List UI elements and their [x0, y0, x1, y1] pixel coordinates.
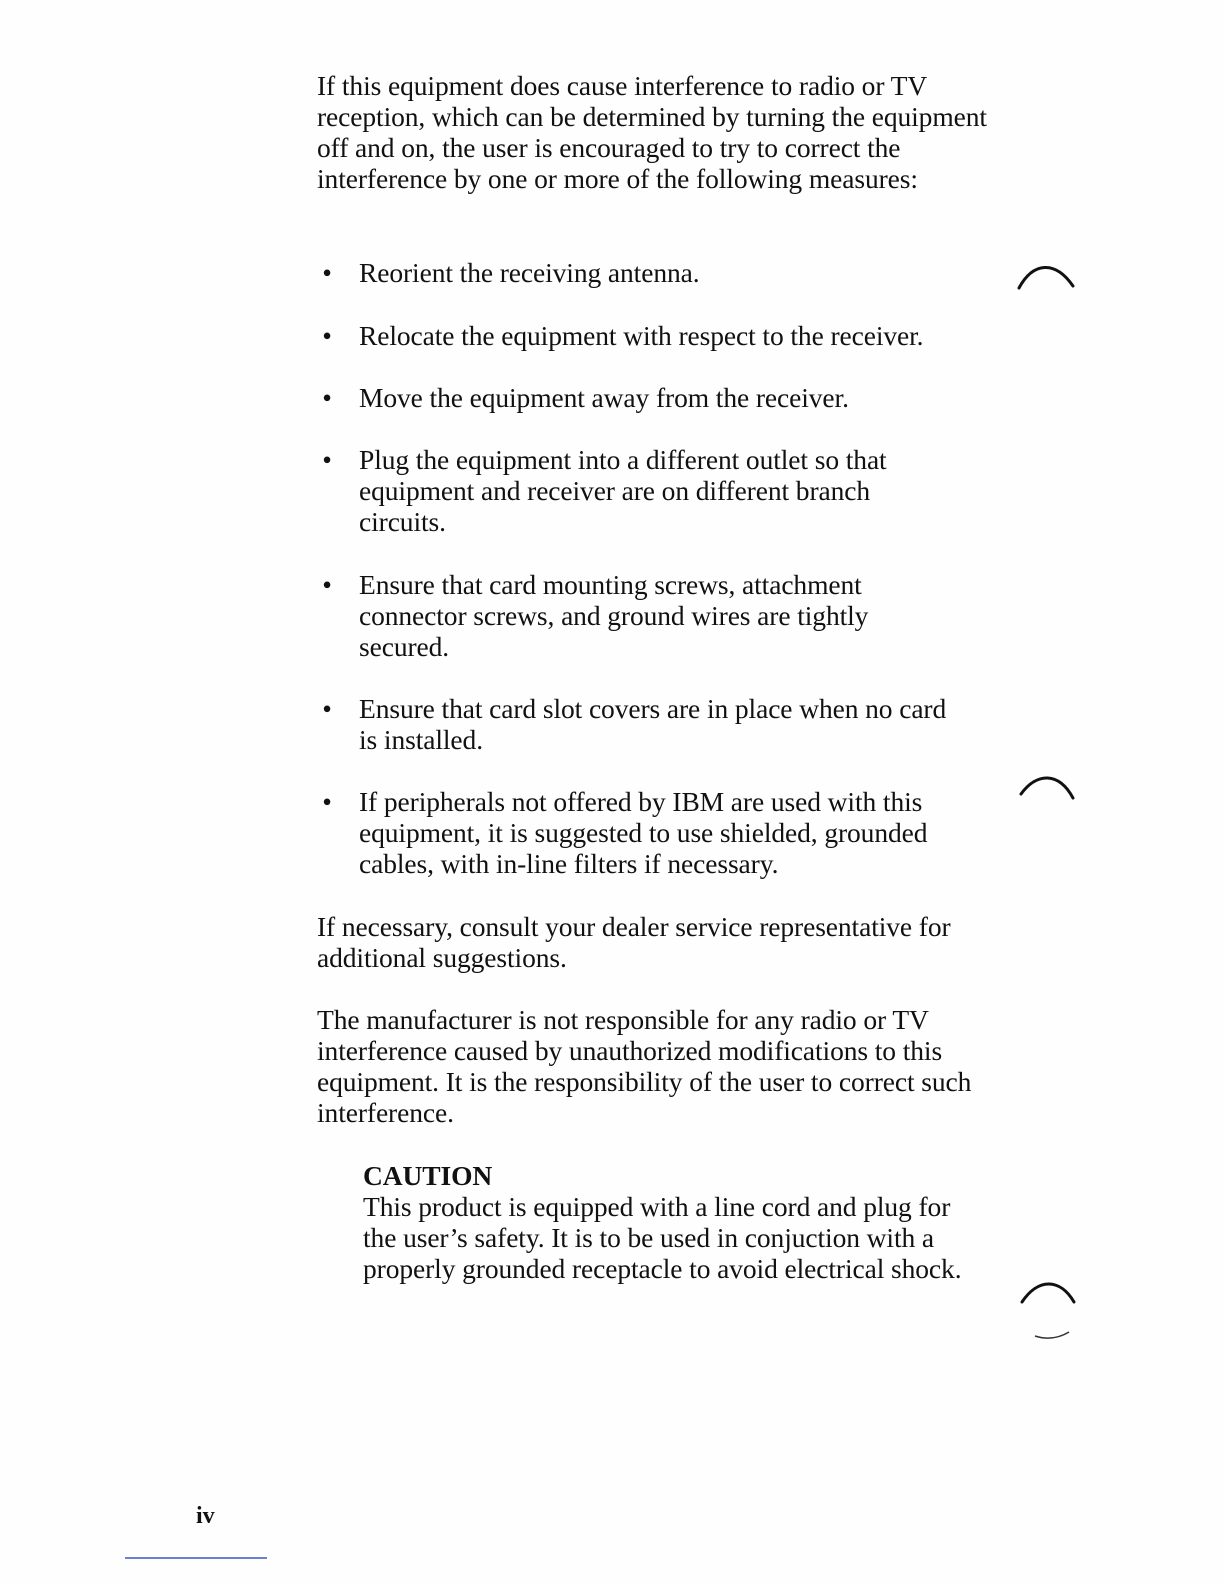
margin-arc-icon	[1015, 258, 1077, 292]
measure-text: Move the equipment away from the receiver.	[359, 382, 849, 413]
caution-heading: CAUTION	[363, 1160, 493, 1191]
bullet-icon: •	[322, 444, 332, 475]
page-number: iv	[196, 1503, 215, 1529]
measure-text: Ensure that card mounting screws, attachment connector screws, and ground wires are tightly secured.	[359, 569, 869, 662]
measure-text: Ensure that card slot covers are in place when no card is installed.	[359, 693, 947, 755]
margin-arc-icon	[1018, 1276, 1080, 1310]
margin-arc-icon	[1017, 770, 1079, 804]
bullet-icon: •	[322, 693, 332, 724]
bullet-icon: •	[322, 786, 332, 817]
manufacturer-paragraph	[317, 1004, 997, 1128]
intro-paragraph	[317, 70, 1017, 194]
manufacturer-text: The manufacturer is not responsible for any radio or TV interference caused by unauthorized modifications to this equipment. It is the responsibility of the user to correct such interference.	[317, 1004, 972, 1128]
caution-block	[363, 1160, 1003, 1284]
bullet-icon: •	[322, 320, 332, 351]
footer-rule	[125, 1557, 267, 1559]
measure-text: Reorient the receiving antenna.	[359, 257, 700, 288]
bullet-icon: •	[322, 257, 332, 288]
measure-text: Plug the equipment into a different outlet so that equipment and receiver are on different branch circuits.	[359, 444, 887, 537]
dealer-paragraph	[317, 911, 997, 973]
intro-text: If this equipment does cause interference to radio or TV reception, which can be determined by turning the equipment off and on, the user is encouraged to try to correct the interference by one or more of the following measures:	[317, 70, 987, 194]
measure-text: If peripherals not offered by IBM are used with this equipment, it is suggested to use shielded, grounded cables, with in-line filters if necessary.	[359, 786, 928, 879]
caution-body: This product is equipped with a line cord and plug for the user’s safety. It is to be used in conjuction with a properly grounded receptacle to avoid electrical shock.	[363, 1191, 962, 1284]
margin-tick-icon	[1033, 1328, 1073, 1342]
dealer-text: If necessary, consult your dealer service representative for additional suggestions.	[317, 911, 951, 973]
bullet-icon: •	[322, 569, 332, 600]
bullet-icon: •	[322, 382, 332, 413]
measure-text: Relocate the equipment with respect to the receiver.	[359, 320, 924, 351]
